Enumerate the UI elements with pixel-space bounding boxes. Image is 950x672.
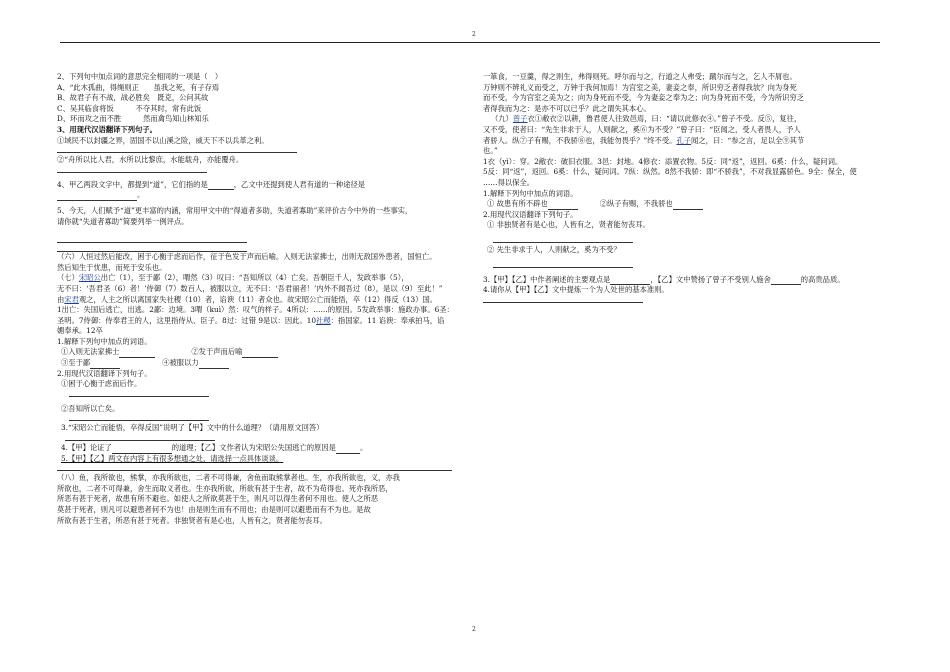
link-song-jun[interactable]: 宋君 <box>64 294 79 304</box>
notes9-line-1: 1衣（yì）：穿。2敝衣：破旧衣服。3邑：封地。4修衣：添置衣物。5反：同“返”，返回。6奚：什么，疑问词。 <box>483 156 843 166</box>
q7-1-row-1: ①入则无法家拂士 ②发于声而后喻 <box>57 347 462 358</box>
fill-blank[interactable] <box>57 192 137 201</box>
p8-line-3: 所恶有甚于死者，故患有所不避也。如使人之所欲莫甚于生，则凡可以得生者何不用也。使人之所恶 <box>57 494 379 504</box>
p8-line-2: 所欲也，二者不可得兼，舍生而取义者也。生亦我所欲，所欲有甚于生者，故不为苟得也。死亦我所恶， <box>57 483 393 493</box>
q9-2-title: 2.用现代汉语翻译下列句子。 <box>483 209 578 219</box>
q3-title: 3、用现代汉语翻译下列句子。 <box>57 124 157 134</box>
q9-4: 4.请你从【甲】【乙】文中提炼一个为人处世的基本准则。 <box>483 285 669 295</box>
answer-line <box>483 296 643 303</box>
answer-line <box>57 236 247 243</box>
notes9-line-3: ……得以保全。 <box>483 177 535 187</box>
fill-blank[interactable] <box>199 360 229 369</box>
p8c-line-4: 者得我而为之：是亦不可以已乎？此之谓失其本心。 <box>483 103 651 113</box>
q7-2-sentence-1: ①困于心衡于虑而后作。 <box>61 379 142 389</box>
notes9-line-2: 5反：同“返”，返回。6奚：什么，疑问词。7纵：纵然。8然不我骄：即“不骄我”，不对我显露骄色。9全：保全，使 <box>483 167 857 177</box>
q2-option-d: D、环而攻之而不胜 然而禽鸟知山林知乐 <box>57 114 209 124</box>
p9-line-1: （九）曾子衣①敝衣②以耕，鲁君使人往致邑焉，曰：“请以此修衣④。”曾子不受。反⑤，复往， <box>491 114 802 124</box>
right-column <box>483 72 891 305</box>
q7-1-title: 1.解释下列句中加点的词语。 <box>57 336 152 346</box>
p8-line-1: （八）鱼，我所欲也，熊掌，亦我所欲也，二者不可得兼，舍鱼而取熊掌者也。生，亦我所欲也，义，亦我 <box>57 473 400 483</box>
q7-5: 5.【甲】【乙】两文在内容上有很多想通之处，请选择一点具体谈谈。 <box>61 453 284 463</box>
q7-2-sentence-2: ②吾知所以亡矣。 <box>61 403 120 413</box>
fill-blank[interactable] <box>208 181 234 190</box>
p8c-line-3: 而不受，今为宫室之美为之；向为身死而不受，今为妻妾之奉为之；向为身死而不受，今为所识穷乏 <box>483 93 805 103</box>
page-number-bottom: 2 <box>472 626 476 633</box>
page-number-top: 2 <box>472 31 476 38</box>
link-kongzi[interactable]: 孔子 <box>676 135 692 145</box>
q9-1-row: ① 故患有所不辟也 ②纵子有赐，不我骄也 <box>483 199 891 210</box>
p6-line-2: 然后知生于忧患，而死于安乐也。 <box>57 262 167 272</box>
q5-line-1: 5、今天，人们赋予“道”更丰富的内涵，常用甲文中的“得道者多助，失道者寡助”来评价古今中外的一些事实， <box>57 205 413 215</box>
notes7-line-1: 1出亡：失国后逃亡，出逃。2鄙：边境。3喟（kuì）然：叹气的样子。4所以：……的原因。5发政举事：施政办事。6圣： <box>57 305 454 315</box>
fill-blank[interactable] <box>119 349 155 358</box>
q3-sentence-2: ②“舟所以比人君，水所以比黎庶，水能载舟，亦能覆舟。 <box>57 155 244 165</box>
fill-blank[interactable] <box>673 201 703 210</box>
p9-line-2: 又不受，使者曰：“先生非求于人，人则献之，奚⑥为不受？”曾子曰：“臣闻之，受人者畏人，予人 <box>483 124 801 134</box>
p9-line-3: 者骄人。纵⑦子有赐，不我骄⑧也，我能勿畏乎？”终不受。孔子闻之，曰：“参之言，足以全⑨其节 <box>483 135 805 145</box>
p8-line-4: 莫甚于死者，则凡可以避患者何不为也！由是则生而有不用也；由是则可以避患而有不为也。是故 <box>57 505 371 514</box>
q4-line-2: 。 <box>57 190 462 201</box>
p8c-line-1: 一箪食，一豆羹，得之则生，弗得则死。呼尔而与之，行道之人弗受；蹴尔而与之，乞人不屑也。 <box>483 72 797 81</box>
answer-line <box>57 245 247 252</box>
p8c-line-2: 万钟则不辨礼义而受之，万钟于我何加焉！为宫室之美，妻妾之奉，所识穷乏者得我欤？向为身死 <box>483 82 797 92</box>
fill-blank[interactable] <box>112 445 172 454</box>
p6-line-1: （六）人恒过然后能改，困于心衡于虑而后作，征于色发于声而后喻。入则无法家拂士，出则无敌国外患者，国恒亡。 <box>57 252 437 262</box>
q3-sentence-1: ①域民不以封疆之界，固国不以山溪之险，威天下不以兵革之利。 <box>57 135 269 145</box>
notes7-line-3: 媚奉承。12卒 <box>57 326 103 336</box>
q7-3: 3.“宋昭公亡而能悟，卒得反国”说明了【甲】文中的什么道理？（请用原文回答） <box>61 423 324 433</box>
q2-title: 2、下列句中加点词的意思完全相同的一项是（ ） <box>57 72 223 81</box>
p9-line-4: 也。” <box>483 146 498 156</box>
p7-line-3: 由宋君观之，人主之所以离国家失社稷（10）者，谄谀（11）者众也。故宋昭公亡而能悟，卒（12）得反（13）国。 <box>57 294 438 304</box>
q9-2-sentence-1: ① 非独贤者有是心也，人皆有之，贤者能勿丧耳。 <box>487 220 650 230</box>
q4-line-1: 4、甲乙两段文字中，都提到“道”，它们指的是 ，乙文中还提到使人君有道的一种途径是 <box>57 179 366 189</box>
p7-line-1: （七）宋昭公出亡（1），至于鄙（2），喟然（3）叹曰：“吾知所以（4）亡矣。吾朝臣千人，发政举事（5）， <box>57 273 409 283</box>
left-column <box>57 72 462 526</box>
p7-line-2: 无不曰：‘吾君圣（6）者！’侍御（7）数百人，被服以立，无不曰：‘吾君丽者！’内外不闻吾过（8），是以（9）至此！” <box>57 283 443 293</box>
header-rule <box>60 42 880 43</box>
link-song-zhaogong[interactable]: 宋昭公 <box>78 273 101 283</box>
q7-2-title: 2.用现代汉语翻译下列句子。 <box>57 368 152 378</box>
q9-3: 3.【甲】【乙】中作者阐述的主要观点是 ，【乙】文中赞扬了曾子不受别人施舍 的高贵品质。 <box>483 274 845 284</box>
fill-blank[interactable] <box>336 445 360 454</box>
q5-line-2: 请你就“失道者寡助”简要列举一例评点。 <box>57 216 189 226</box>
q9-2-sentence-2: ② 先生非求于人，人则献之，奚为不受？ <box>487 244 621 254</box>
answer-line <box>57 146 297 153</box>
q9-1-title: 1.解释下列句中加点的词语。 <box>483 188 578 198</box>
q2-option-b: B、故君子有不战，战必胜矣 既克，公问其故 <box>57 93 209 103</box>
answer-line <box>69 414 209 421</box>
answer-line <box>69 390 209 397</box>
q7-4: 4.【甲】论证了 的道理；【乙】文作者认为宋昭公失国逃亡的原因是 。 <box>61 443 368 453</box>
answer-line <box>65 434 215 441</box>
answer-line <box>493 261 633 268</box>
fill-blank[interactable] <box>610 276 650 285</box>
q2-option-a: A、“此木孤曲，得绳则正 虽我之死，有子存焉 <box>57 82 220 92</box>
fill-blank[interactable] <box>90 360 120 369</box>
fill-blank[interactable] <box>242 349 278 358</box>
link-zengzi[interactable]: 曾子 <box>512 114 528 124</box>
answer-line <box>57 166 207 173</box>
link-sheji[interactable]: 社稷 <box>316 315 331 325</box>
notes7-line-2: 圣明。7侍御：侍奉君王的人，这里指侍从、臣子。8过：过错 9是以：因此。10社稷：指国家。11 谄谀：奉承拍马，谄 <box>57 315 445 325</box>
fill-blank[interactable] <box>548 201 578 210</box>
q2-option-c: C、吴其临食将饭 不夺其时，常有此饭 <box>57 103 202 113</box>
p8-line-5: 所欲有甚于生者，所恶有甚于死者。非独贤者有是心也，人皆有之，贤者能勿丧耳。 <box>57 515 327 525</box>
q7-1-row-2: ③至于鄙 ④被服以力 <box>57 358 462 369</box>
answer-line <box>493 236 633 243</box>
fill-blank[interactable] <box>771 276 801 285</box>
answer-line <box>57 464 452 471</box>
